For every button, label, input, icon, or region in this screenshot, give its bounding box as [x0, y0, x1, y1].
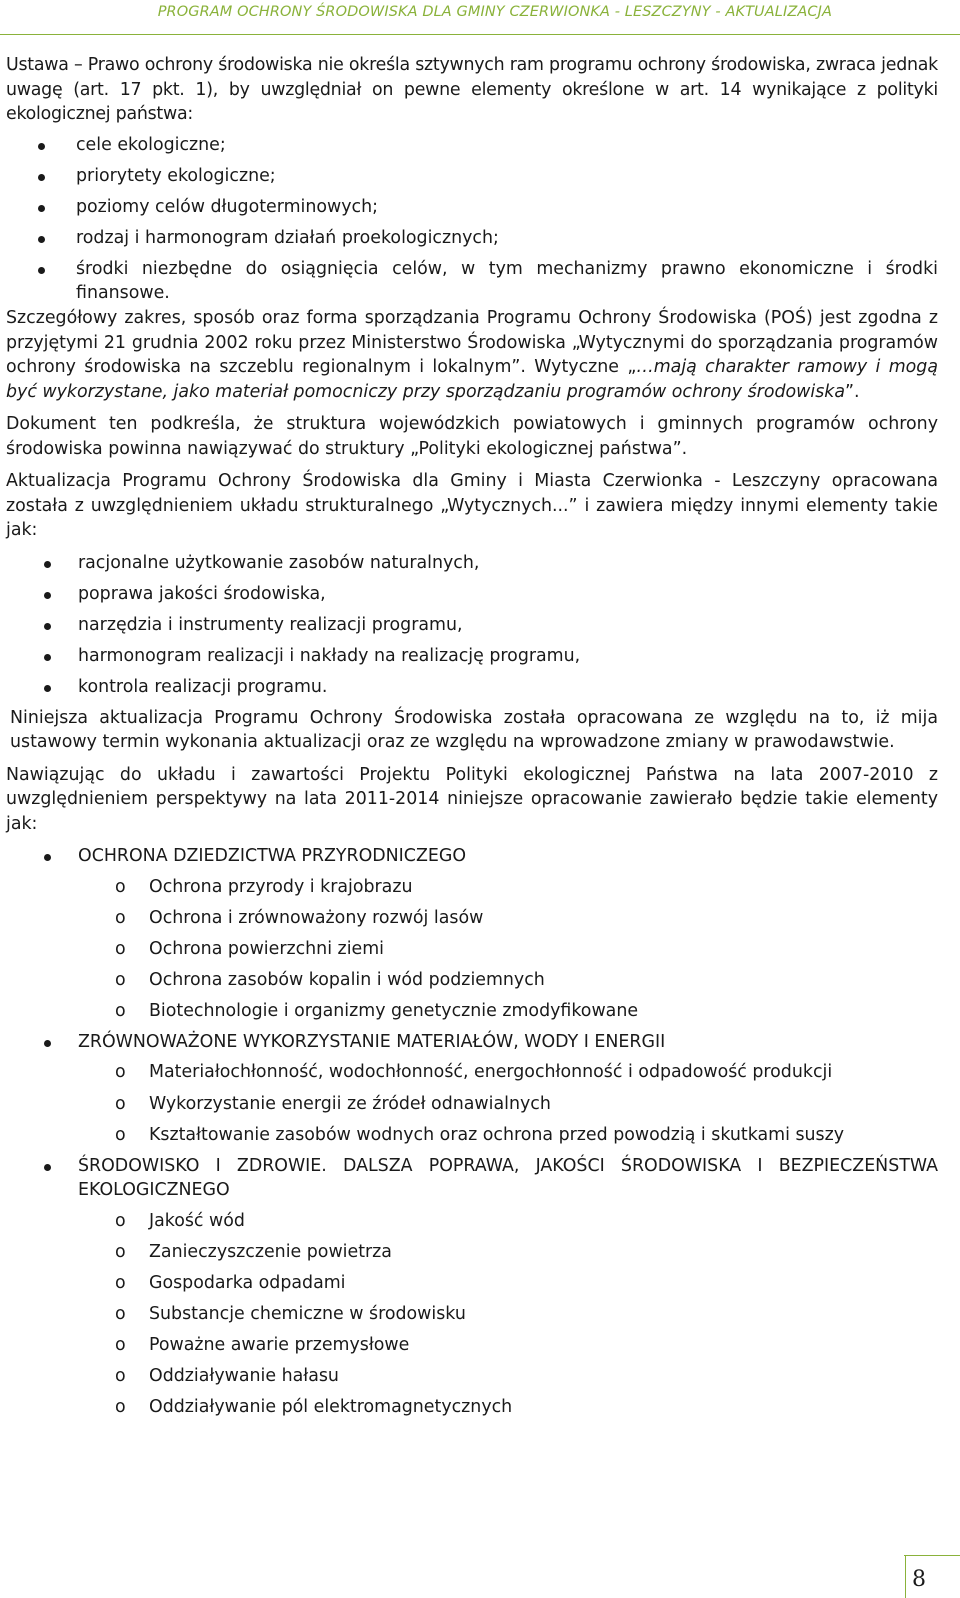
circle-bullet-icon: o — [115, 1210, 126, 1231]
sub-list-item: o Jakość wód — [6, 1209, 938, 1234]
sub-list-item: o Wykorzystanie energii ze źródeł odnawialnych — [6, 1092, 938, 1117]
bullet-icon — [44, 561, 51, 568]
circle-bullet-icon: o — [115, 907, 126, 928]
circle-bullet-icon: o — [115, 1062, 126, 1083]
bullet-icon — [38, 236, 45, 243]
circle-bullet-icon: o — [115, 1000, 126, 1021]
header-title: PROGRAM OCHRONY ŚRODOWISKA DLA GMINY CZERWIONKA - LESZCZYNY - AKTUALIZACJA — [157, 4, 832, 20]
sub-list-item: o Zanieczyszczenie powietrza — [6, 1240, 938, 1265]
sub-list — [78, 1060, 938, 1147]
policy-area-item: ZRÓWNOWAŻONE WYKORZYSTANIE MATERIAŁÓW, WODY I ENERGII o Materiałochłonność, wodochłonność, energochłonność i odpadowość produkcji o Wykorzystanie energii ze źródeł odnawialnych o Kształtowanie zasobów wodnych oraz ochrona przed powodzią i skutkami suszy — [6, 1030, 938, 1147]
sub-list-item: o Ochrona przyrody i krajobrazu — [6, 875, 938, 900]
structure-paragraph: Dokument ten podkreśla, że struktura wojewódzkich powiatowych i gminnych programów ochrony środowiska powinna nawiązywać do struktury „Polityki ekologicznej państwa”. — [6, 414, 938, 459]
bullet-icon — [44, 685, 51, 692]
bullet-icon — [44, 1164, 51, 1171]
policy-area-item: ŚRODOWISKO I ZDROWIE. DALSZA POPRAWA, JAKOŚCI ŚRODOWISKA I BEZPIECZEŃSTWA EKOLOGICZNEGO o Jakość wód o Zanieczyszczenie powietrza o Gospodarka odpadami o Substancje chemiczne w środowisku o Poważne awarie przemysłowe o Oddziaływanie hałasu o Oddziaływanie pól elektromagnetycznych — [6, 1154, 938, 1420]
list-item: priorytety ekologiczne; — [6, 164, 938, 189]
bullet-icon — [44, 854, 51, 861]
policy-elements-list — [6, 133, 938, 306]
sub-list — [78, 875, 938, 1024]
policy-areas-list — [6, 844, 938, 1420]
program-elements-list — [6, 551, 938, 700]
bullet-icon — [38, 267, 45, 274]
circle-bullet-icon: o — [115, 1124, 126, 1145]
circle-bullet-icon: o — [115, 1397, 126, 1418]
policy-area-item: OCHRONA DZIEDZICTWA PRZYRODNICZEGO o Ochrona przyrody i krajobrazu o Ochrona i zrównoważony rozwój lasów o Ochrona powierzchni ziemi o Ochrona zasobów kopalin i wód podziemnych o Biotechnologie i organizmy genetycznie zmodyfikowane — [6, 844, 938, 1023]
list-item: rodzaj i harmonogram działań proekologicznych; — [6, 226, 938, 251]
list-item: poprawa jakości środowiska, — [6, 582, 938, 607]
circle-bullet-icon: o — [115, 1272, 126, 1293]
list-item: racjonalne użytkowanie zasobów naturalnych, — [6, 551, 938, 576]
circle-bullet-icon: o — [115, 876, 126, 897]
bullet-icon — [38, 174, 45, 181]
bullet-icon — [38, 143, 45, 150]
page-header — [0, 0, 960, 35]
circle-bullet-icon: o — [115, 1304, 126, 1325]
policy-reference-paragraph: Nawiązując do układu i zawartości Projektu Polityki ekologicznej Państwa na lata 2007-2010 z uwzględnieniem perspektywy na lata 2011-2014 niniejsze opracowanie zawierało będzie takie elementy jak: — [6, 764, 938, 834]
list-item: kontrola realizacji programu. — [6, 675, 938, 700]
list-item: środki niezbędne do osiągnięcia celów, w tym mechanizmy prawno ekonomiczne i środki finansowe. — [6, 257, 938, 306]
sub-list-item: o Gospodarka odpadami — [6, 1271, 938, 1296]
sub-list — [78, 1209, 938, 1420]
list-item: cele ekologiczne; — [6, 133, 938, 158]
circle-bullet-icon: o — [115, 1241, 126, 1262]
document-body — [6, 53, 938, 1426]
list-item: harmonogram realizacji i nakłady na realizację programu, — [6, 644, 938, 669]
list-item: poziomy celów długoterminowych; — [6, 195, 938, 220]
circle-bullet-icon: o — [115, 1366, 126, 1387]
sub-list-item: o Ochrona i zrównoważony rozwój lasów — [6, 906, 938, 931]
sub-list-item: o Biotechnologie i organizmy genetycznie zmodyfikowane — [6, 999, 938, 1024]
circle-bullet-icon: o — [115, 1335, 126, 1356]
bullet-icon — [44, 654, 51, 661]
circle-bullet-icon: o — [115, 969, 126, 990]
page-number-divider — [905, 1556, 906, 1598]
intro-paragraph: Ustawa – Prawo ochrony środowiska nie określa sztywnych ram programu ochrony środowiska, zwraca jednak uwagę (art. 17 pkt. 1), by uwzględniał on pewne elementy określone w art. 14 wynikające z polityki ekologicznej państwa: — [6, 55, 938, 124]
bullet-icon — [38, 205, 45, 212]
reason-paragraph: Niniejsza aktualizacja Programu Ochrony Środowiska została opracowana ze względu na to, iż mija ustawowy termin wykonania aktualizacji oraz ze względu na wprowadzone zmiany w prawodawstwie. — [10, 707, 938, 752]
page-number-rule — [904, 1555, 960, 1556]
bullet-icon — [44, 592, 51, 599]
bullet-icon — [44, 1040, 51, 1047]
bullet-icon — [44, 623, 51, 630]
list-item: narzędzia i instrumenty realizacji programu, — [6, 613, 938, 638]
sub-list-item: o Materiałochłonność, wodochłonność, energochłonność i odpadowość produkcji — [6, 1060, 938, 1085]
sub-list-item: o Oddziaływanie hałasu — [6, 1364, 938, 1389]
update-paragraph: Aktualizacja Programu Ochrony Środowiska dla Gminy i Miasta Czerwionka - Leszczyny opracowana została z uwzględnieniem układu strukturalnego „Wytycznych...” i zawiera między innymi elementy takie jak: — [6, 471, 938, 540]
sub-list-item: o Oddziaływanie pól elektromagnetycznych — [6, 1395, 938, 1420]
guidelines-paragraph: Szczegółowy zakres, sposób oraz forma sporządzania Programu Ochrony Środowiska (POŚ) jest zgodna z przyjętymi 21 grudnia 2002 roku przez Ministerstwo Środowiska „Wytycznymi do sporządzania programów ochrony środowiska na szczeblu regionalnym i lokalnym”. Wytyczne „…mają charakter ramowy i mogą być wykorzystane, jako materiał pomocniczy przy sporządzaniu programów ochrony środowiska”. — [6, 308, 938, 402]
sub-list-item: o Kształtowanie zasobów wodnych oraz ochrona przed powodzią i skutkami suszy — [6, 1123, 938, 1148]
sub-list-item: o Ochrona powierzchni ziemi — [6, 937, 938, 962]
sub-list-item: o Ochrona zasobów kopalin i wód podziemnych — [6, 968, 938, 993]
circle-bullet-icon: o — [115, 938, 126, 959]
sub-list-item: o Poważne awarie przemysłowe — [6, 1333, 938, 1358]
page-number: 8 — [912, 1567, 926, 1592]
sub-list-item: o Substancje chemiczne w środowisku — [6, 1302, 938, 1327]
circle-bullet-icon: o — [115, 1093, 126, 1114]
